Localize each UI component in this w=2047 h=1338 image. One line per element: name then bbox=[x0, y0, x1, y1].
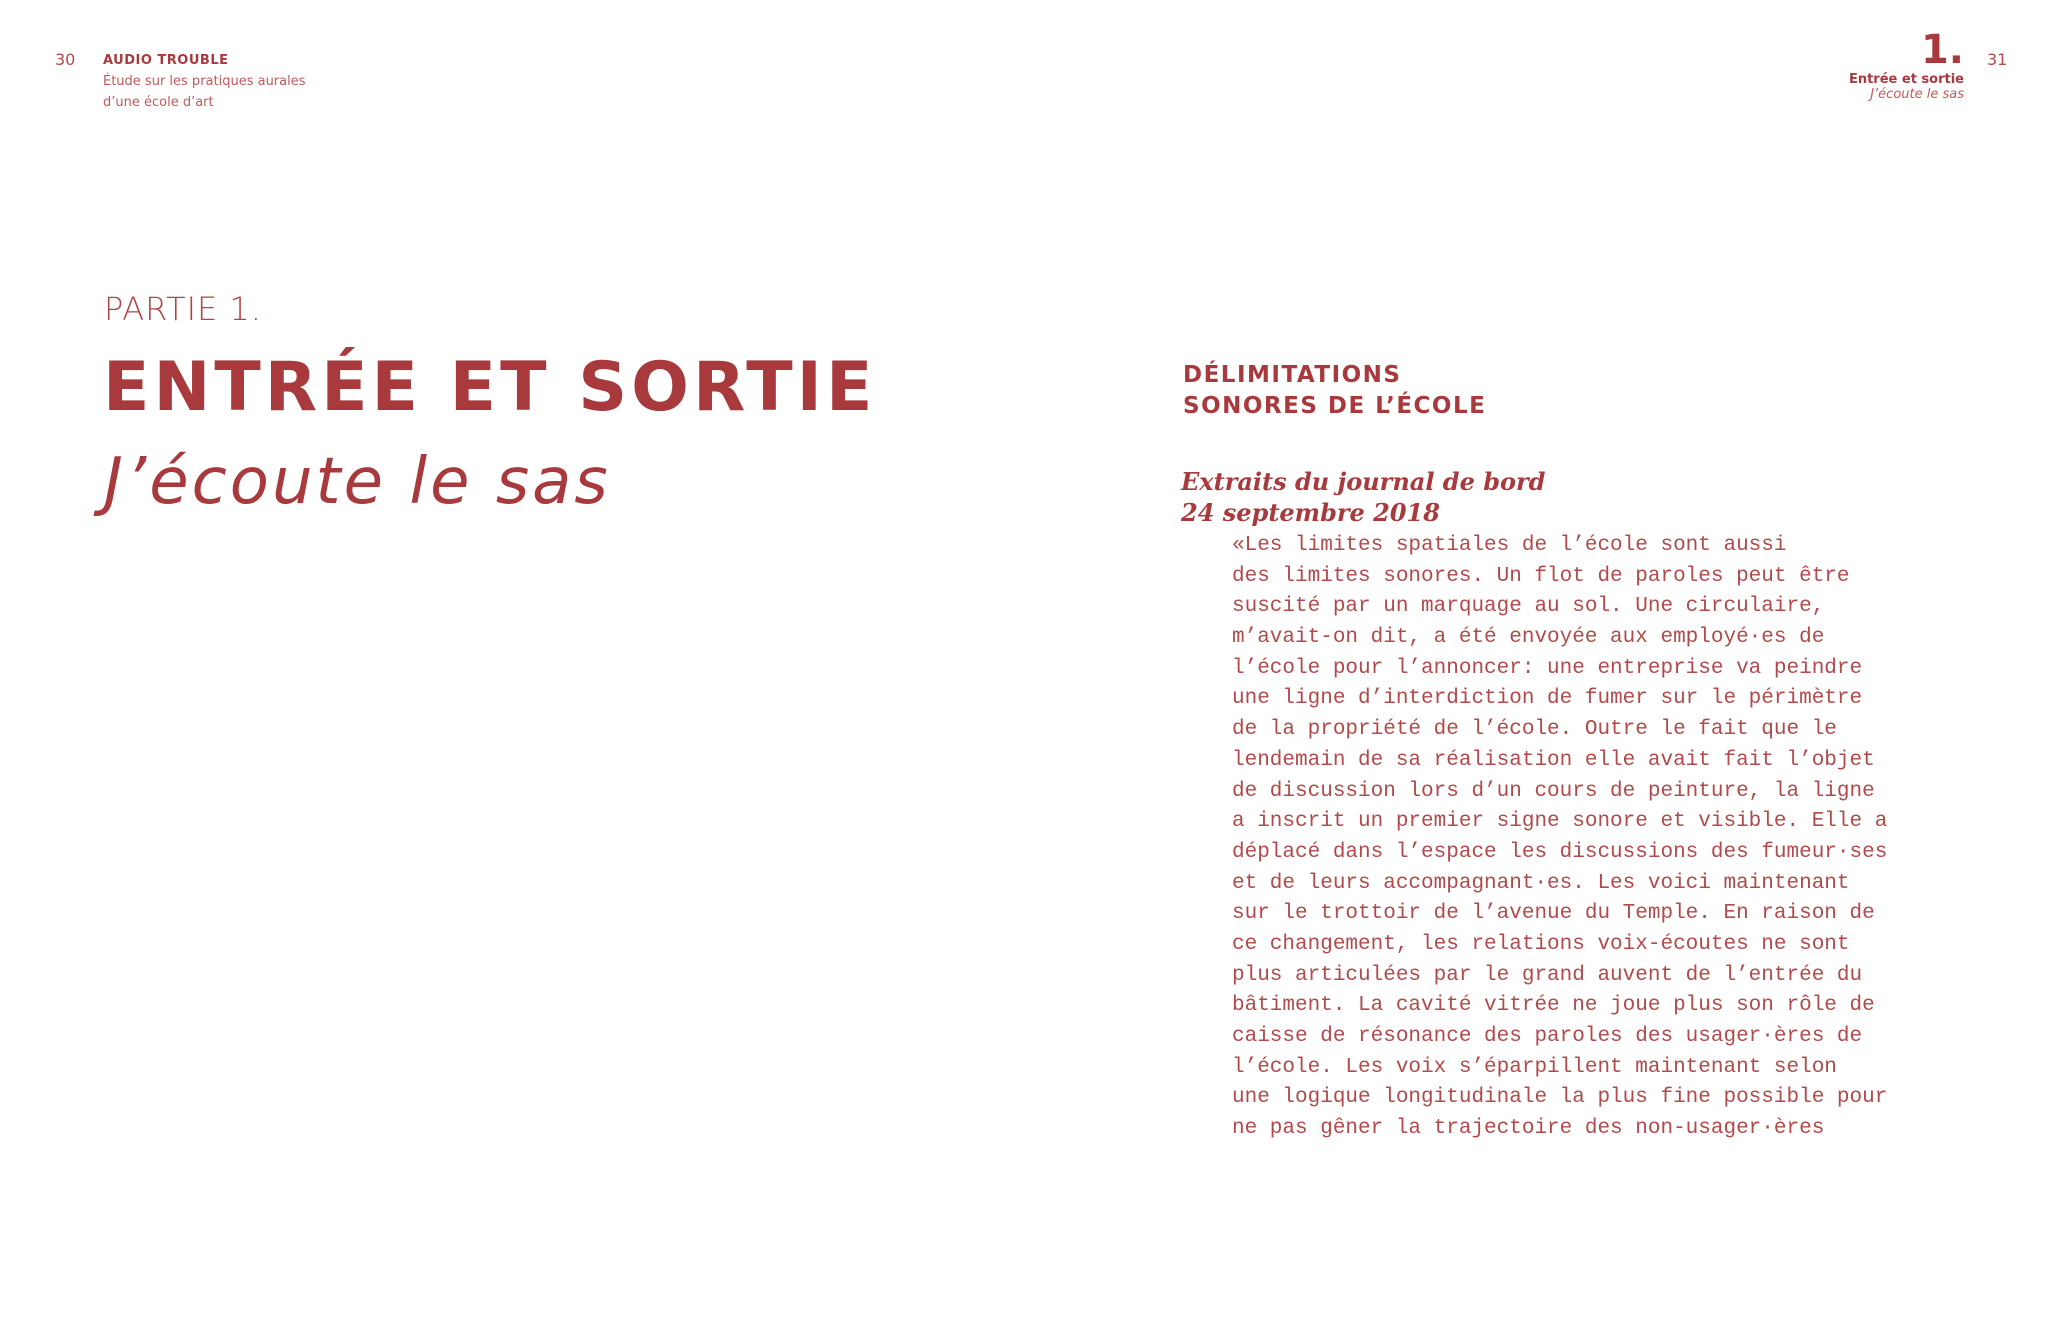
journal-line: suscité par un marquage au sol. Une circulaire, bbox=[1232, 595, 1825, 619]
section-heading-line2: SONORES DE L’ÉCOLE bbox=[1183, 393, 1487, 419]
chapter-number: 1. bbox=[1920, 27, 1964, 73]
journal-line: une ligne d’interdiction de fumer sur le périmètre bbox=[1232, 687, 1863, 711]
journal-title: Extraits du journal de bord bbox=[1181, 467, 1546, 496]
journal-date: 24 septembre 2018 bbox=[1181, 498, 1440, 527]
part-label: PARTIE 1. bbox=[104, 290, 262, 328]
journal-heading bbox=[1181, 466, 1545, 528]
journal-line: l’école pour l’annoncer: une entreprise va peindre bbox=[1232, 656, 1863, 680]
section-heading-line1: DÉLIMITATIONS bbox=[1183, 362, 1402, 388]
journal-line: caisse de résonance des paroles des usager·ères de bbox=[1232, 1025, 1863, 1048]
journal-line: m’avait-on dit, a été envoyée aux employé·es de bbox=[1232, 626, 1825, 650]
journal-line: de discussion lors d’un cours de peinture, la ligne bbox=[1232, 779, 1875, 803]
book-subtitle-line2: d’une école d’art bbox=[103, 95, 214, 110]
journal-line: de la propriété de l’école. Outre le fait que le bbox=[1232, 718, 1837, 742]
journal-line: «Les limites spatiales de l’école sont aussi bbox=[1232, 534, 1787, 557]
page-number-left: 30 bbox=[55, 50, 76, 69]
chapter-subtitle: J’écoute le sas bbox=[1870, 87, 1964, 102]
journal-line: ne pas gêner la trajectoire des non-usager·ères bbox=[1232, 1117, 1825, 1141]
journal-line: une logique longitudinale la plus fine possible pour bbox=[1232, 1086, 1888, 1110]
journal-line: a inscrit un premier signe sonore et visible. Elle a bbox=[1232, 810, 1888, 834]
part-title: ENTRÉE ET SORTIE bbox=[103, 348, 877, 427]
journal-line: lendemain de sa réalisation elle avait fait l’objet bbox=[1232, 748, 1875, 772]
page-number-right: 31 bbox=[1987, 50, 2008, 69]
journal-line: plus articulées par le grand auvent de l’entrée du bbox=[1232, 963, 1863, 987]
journal-line: des limites sonores. Un flot de paroles peut être bbox=[1232, 564, 1850, 588]
book-subtitle-line1: Étude sur les pratiques aurales bbox=[103, 74, 306, 89]
book-title: AUDIO TROUBLE bbox=[103, 53, 229, 68]
journal-line: et de leurs accompagnant·es. Les voici maintenant bbox=[1232, 871, 1850, 895]
journal-line: bâtiment. La cavité vitrée ne joue plus son rôle de bbox=[1232, 994, 1875, 1018]
journal-line: ce changement, les relations voix-écoutes ne sont bbox=[1232, 932, 1850, 956]
journal-line: l’école. Les voix s’éparpillent maintenant selon bbox=[1232, 1055, 1837, 1079]
part-subtitle: J’écoute le sas bbox=[104, 445, 611, 519]
journal-line: sur le trottoir de l’avenue du Temple. En raison de bbox=[1232, 902, 1875, 926]
journal-excerpt bbox=[1232, 531, 1992, 1145]
section-heading bbox=[1183, 360, 1486, 422]
chapter-title: Entrée et sortie bbox=[1848, 72, 1964, 87]
running-head-right bbox=[1848, 27, 1964, 102]
journal-line: déplacé dans l’espace les discussions des fumeur·ses bbox=[1232, 840, 1888, 864]
running-head-left bbox=[103, 50, 306, 113]
